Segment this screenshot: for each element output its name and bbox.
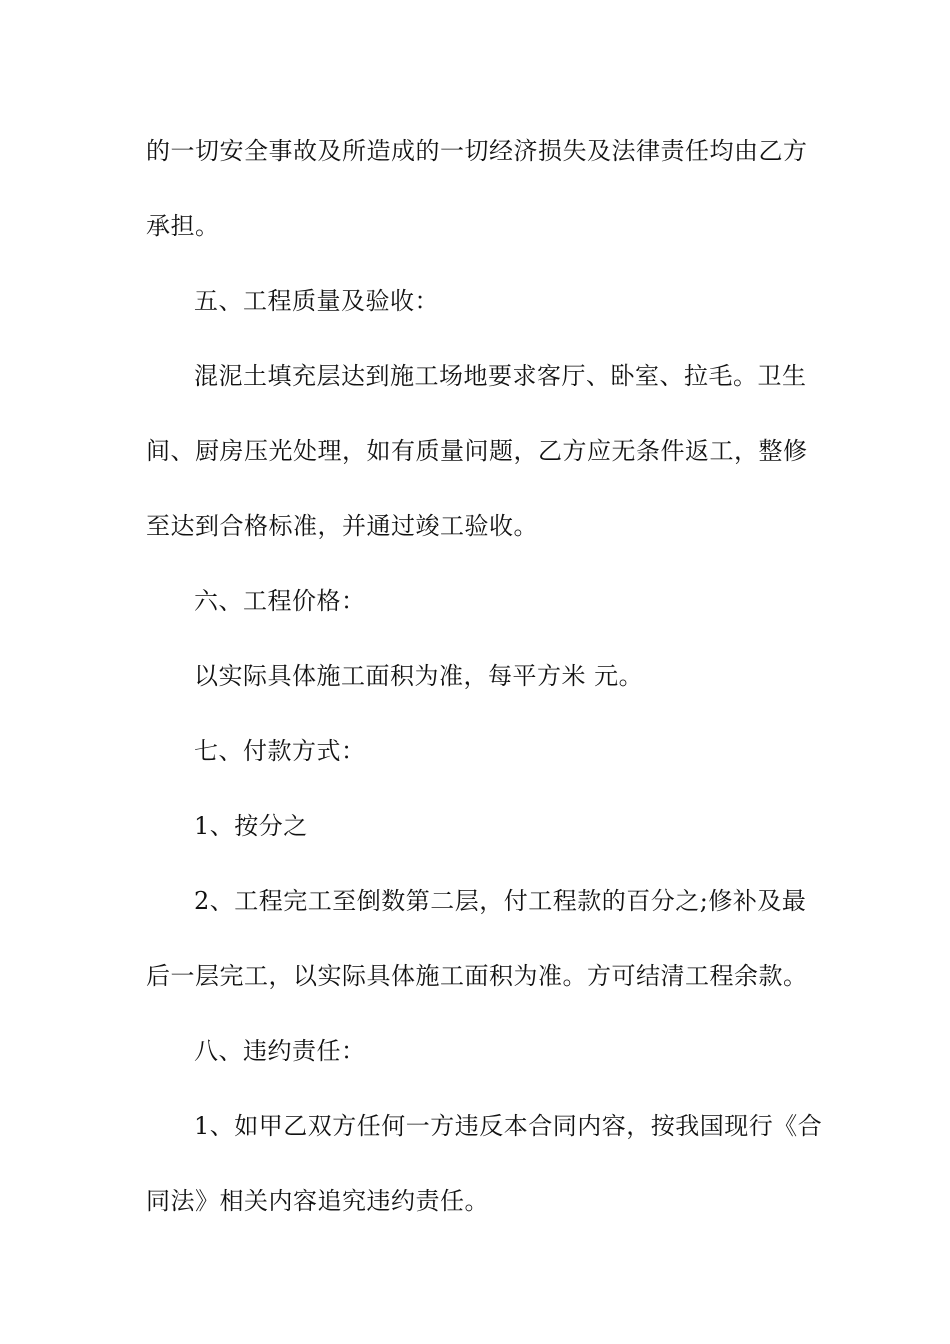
section-heading: 八、违约责任： <box>194 1037 366 1065</box>
list-item: 1、如甲乙双方任何一方违反本合同内容，按我国现行《合 <box>194 1112 823 1140</box>
paragraph-line: 以实际具体施工面积为准，每平方米 元。 <box>194 662 644 690</box>
section-heading: 七、付款方式： <box>194 737 366 765</box>
paragraph-line: 至达到合格标准，并通过竣工验收。 <box>146 512 538 540</box>
list-item: 2、工程完工至倒数第二层，付工程款的百分之;修补及最 <box>194 887 807 915</box>
paragraph-line: 的一切安全事故及所造成的一切经济损失及法律责任均由乙方 <box>146 137 808 165</box>
paragraph-line: 承担。 <box>146 212 220 240</box>
list-item: 1、按分之 <box>194 812 308 840</box>
paragraph-line: 后一层完工，以实际具体施工面积为准。方可结清工程余款。 <box>146 962 808 990</box>
section-heading: 五、工程质量及验收： <box>194 287 439 315</box>
paragraph-line: 同法》相关内容追究违约责任。 <box>146 1187 489 1215</box>
paragraph-line: 混泥土填充层达到施工场地要求客厅、卧室、拉毛。卫生 <box>194 362 807 390</box>
section-heading: 六、工程价格： <box>194 587 366 615</box>
paragraph-line: 间、厨房压光处理，如有质量问题，乙方应无条件返工，整修 <box>146 437 808 465</box>
